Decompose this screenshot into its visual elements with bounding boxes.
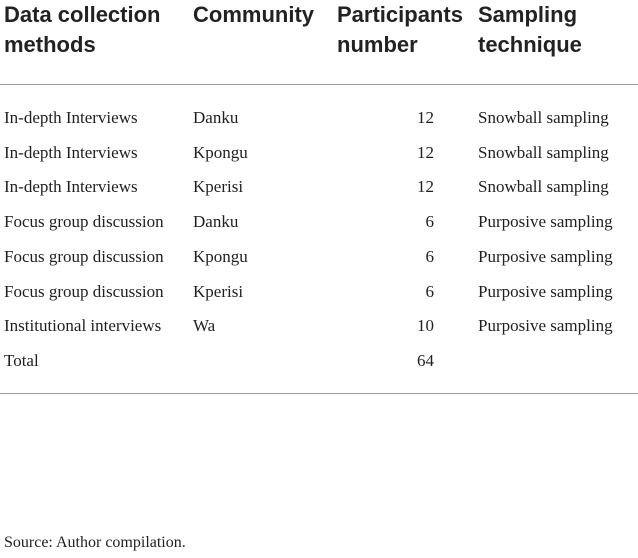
table-row (0, 205, 638, 240)
cell-sampling: Snowball sampling (478, 142, 609, 162)
cell-community: Kperisi (193, 281, 244, 301)
table-row (0, 275, 638, 310)
cell-participants: 6 (425, 212, 434, 232)
cell-method: In-depth Interviews (4, 142, 138, 162)
table-body (0, 85, 638, 394)
table-row (0, 170, 638, 205)
cell-method: Institutional interviews (4, 316, 162, 336)
cell-participants: 12 (417, 142, 434, 162)
cell-sampling: Purposive sampling (478, 246, 613, 266)
table-header (0, 0, 638, 85)
cell-participants: 6 (425, 281, 434, 301)
cell-method: In-depth Interviews (4, 108, 138, 127)
table-row-total (0, 344, 638, 393)
table-row (0, 136, 638, 171)
header-community: Community (189, 0, 333, 85)
cell-method: Focus group discussion (4, 246, 164, 266)
cell-community (189, 344, 333, 393)
cell-method: In-depth Interviews (4, 177, 138, 197)
header-participants-number: Participants number (333, 0, 474, 85)
cell-method: Focus group discussion (4, 212, 164, 232)
cell-community: Kpongu (193, 142, 248, 162)
cell-community: Danku (193, 212, 239, 232)
table-row (0, 240, 638, 275)
cell-total-label: Total (0, 344, 189, 393)
header-row (0, 0, 638, 85)
source-note: Source: Author compilation. (4, 534, 186, 551)
cell-participants: 6 (425, 246, 434, 266)
cell-participants: 12 (417, 108, 434, 127)
cell-sampling: Purposive sampling (478, 316, 613, 336)
cell-total-participants: 64 (333, 344, 474, 393)
cell-community: Kperisi (193, 177, 244, 197)
cell-participants: 10 (417, 316, 434, 336)
cell-participants: 12 (417, 177, 434, 197)
cell-method: Focus group discussion (4, 281, 164, 301)
cell-sampling (474, 344, 638, 393)
cell-community: Wa (193, 316, 216, 336)
table-row (0, 309, 638, 344)
cell-sampling: Snowball sampling (478, 108, 609, 127)
table-row (0, 85, 638, 136)
cell-community: Kpongu (193, 246, 248, 266)
cell-sampling: Purposive sampling (478, 281, 613, 301)
cell-community: Danku (193, 108, 239, 127)
header-data-collection-methods: Data collection methods (0, 0, 189, 85)
cell-sampling: Purposive sampling (478, 212, 613, 232)
header-sampling-technique: Sampling technique (474, 0, 638, 85)
cell-sampling: Snowball sampling (478, 177, 609, 197)
